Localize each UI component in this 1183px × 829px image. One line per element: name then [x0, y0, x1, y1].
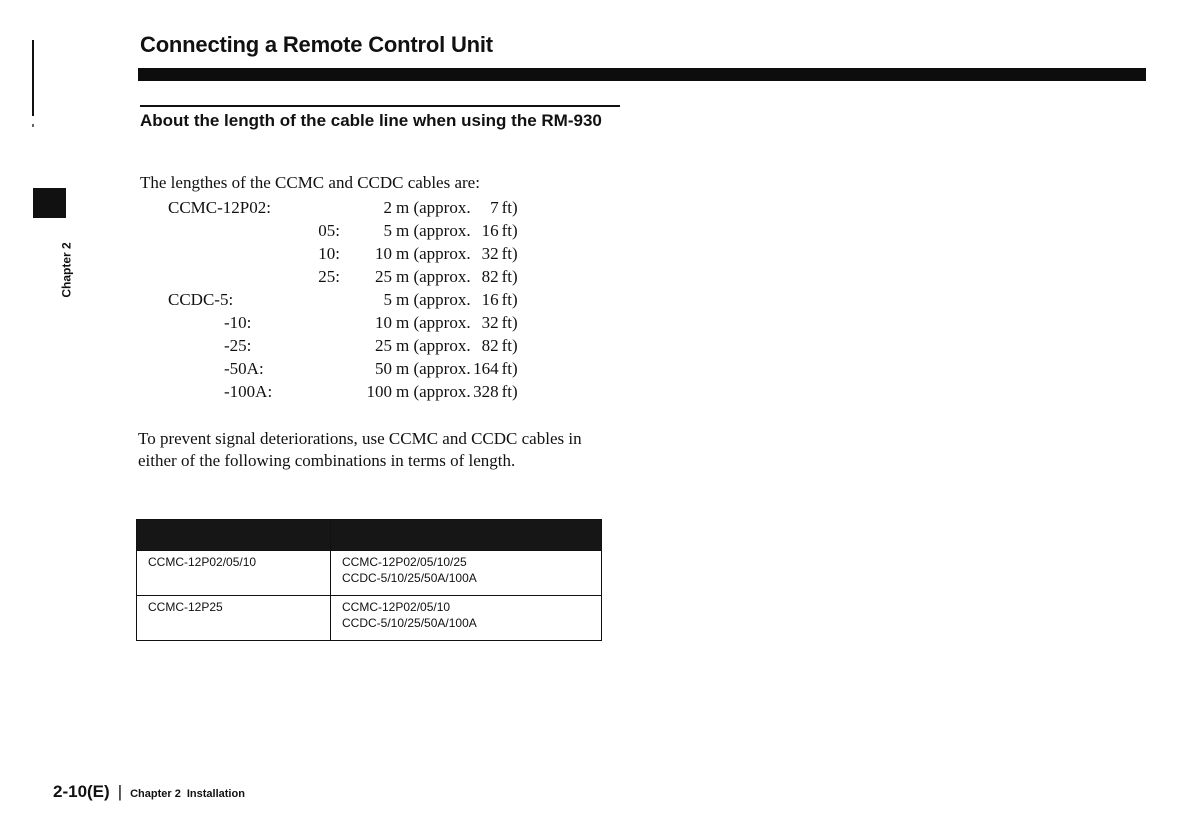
footer-chapter-title: Installation	[186, 788, 245, 800]
cable-feet-unit: ft)	[501, 382, 518, 401]
chapter-tab-marker	[33, 188, 66, 218]
cable-feet: 16	[481, 221, 499, 240]
cable-approx-label: m (approx.	[396, 336, 471, 355]
cable-model: -10:	[224, 313, 252, 332]
cable-approx-label: m (approx.	[396, 313, 471, 332]
cable-feet: 32	[481, 313, 499, 332]
cable-feet: 82	[481, 267, 499, 286]
margin-change-bar	[32, 40, 34, 116]
footer-chapter: Chapter 2	[130, 788, 181, 800]
cable-feet: 164	[473, 359, 499, 378]
page-footer	[53, 782, 245, 802]
cable-combination-line: CCMC-12P25	[148, 600, 223, 614]
combination-table-header	[137, 520, 602, 551]
table-row	[137, 596, 602, 641]
cable-model: 10:	[318, 244, 340, 263]
cable-length-row	[168, 265, 518, 288]
cable-length-row	[168, 196, 518, 219]
cable-meters: 10	[375, 313, 392, 332]
cable-model: CCDC-5:	[168, 290, 234, 309]
page-title: Connecting a Remote Control Unit	[140, 32, 493, 57]
cable-model: 05:	[318, 221, 340, 240]
cable-model: -50A:	[224, 359, 264, 378]
cable-approx-label: m (approx.	[396, 382, 471, 401]
cable-meters: 25	[375, 336, 392, 355]
cable-feet-unit: ft)	[501, 244, 518, 263]
cable-length-list	[168, 196, 518, 403]
cable-feet-unit: ft)	[501, 198, 518, 217]
compatible-cables-cell	[331, 551, 602, 596]
body-paragraph: To prevent signal deteriorations, use CCMC and CCDC cables in either of the following combinations in terms of length.	[138, 429, 582, 470]
cable-model: -100A:	[224, 382, 273, 401]
cable-length-row	[168, 311, 518, 334]
header-cell	[137, 520, 331, 551]
cable-model: CCMC-12P02:	[168, 198, 271, 217]
chapter-side-text: Chapter 2	[59, 242, 74, 298]
cable-feet-unit: ft)	[501, 336, 518, 355]
cable-feet: 328	[473, 382, 499, 401]
cable-length-row	[168, 357, 518, 380]
cable-combination-line: CCMC-12P02/05/10/25	[342, 555, 467, 569]
section-heading: About the length of the cable line when using the RM-930	[140, 111, 602, 130]
footer-separator: |	[117, 782, 123, 801]
compatible-cables-cell	[331, 596, 602, 641]
cable-feet-unit: ft)	[501, 267, 518, 286]
cable-meters: 10	[375, 244, 392, 263]
combination-table	[136, 519, 602, 641]
cable-feet: 7	[490, 198, 499, 217]
camera-cable-cell	[137, 596, 331, 641]
camera-cable-cell	[137, 551, 331, 596]
cable-feet-unit: ft)	[501, 290, 518, 309]
cable-meters: 5	[383, 221, 392, 240]
cable-meters: 5	[383, 290, 392, 309]
cable-approx-label: m (approx.	[396, 244, 471, 263]
cable-length-row	[168, 380, 518, 403]
cable-feet: 82	[481, 336, 499, 355]
cable-meters: 100	[366, 382, 392, 401]
margin-mark	[32, 124, 34, 127]
cable-meters: 25	[375, 267, 392, 286]
cable-length-row	[168, 242, 518, 265]
cable-feet: 16	[481, 290, 499, 309]
title-rule	[138, 68, 1146, 81]
cable-approx-label: m (approx.	[396, 359, 471, 378]
cable-length-row	[168, 288, 518, 311]
cable-model: 25:	[318, 267, 340, 286]
header-cell	[331, 520, 602, 551]
cable-meters: 2	[383, 198, 392, 217]
page-number: 2-10(E)	[53, 782, 110, 801]
cable-feet-unit: ft)	[501, 221, 518, 240]
cable-feet-unit: ft)	[501, 313, 518, 332]
cable-approx-label: m (approx.	[396, 290, 471, 309]
cable-approx-label: m (approx.	[396, 267, 471, 286]
cable-approx-label: m (approx.	[396, 221, 471, 240]
intro-text: The lengthes of the CCMC and CCDC cables are:	[140, 173, 480, 192]
cable-model: -25:	[224, 336, 252, 355]
cable-length-row	[168, 219, 518, 242]
section-rule	[140, 105, 620, 107]
cable-combination-line: CCDC-5/10/25/50A/100A	[342, 616, 477, 630]
cable-length-row	[168, 334, 518, 357]
cable-approx-label: m (approx.	[396, 198, 471, 217]
cable-combination-line: CCDC-5/10/25/50A/100A	[342, 571, 477, 585]
cable-combination-line: CCMC-12P02/05/10	[148, 555, 257, 569]
cable-meters: 50	[375, 359, 392, 378]
cable-feet: 32	[481, 244, 499, 263]
cable-feet-unit: ft)	[501, 359, 518, 378]
cable-combination-line: CCMC-12P02/05/10	[342, 600, 451, 614]
table-row	[137, 551, 602, 596]
